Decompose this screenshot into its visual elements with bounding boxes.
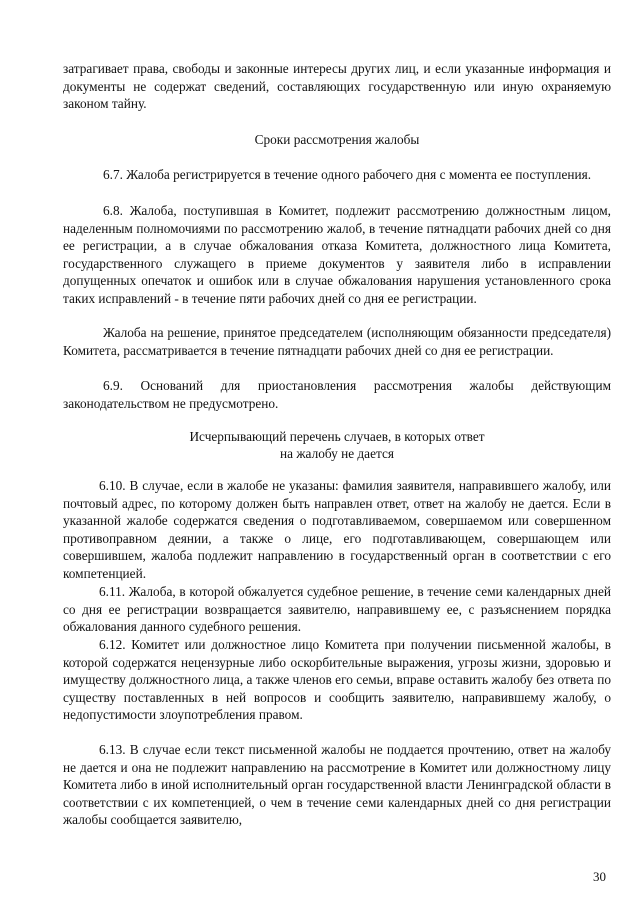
paragraph-intro: затрагивает права, свободы и законные интересы других лиц, и если указанные информация и документы не содержат сведений, составляющих государственную или иную охраняемую законом тайну. [63,61,611,112]
paragraph-6-11: 6.11. Жалоба, в которой обжалуется судебное решение, в течение семи календарных дней со дня ее регистрации возвращается заявителю, направившему ее, с разъяснением порядка обжалования данного судебного решения. [63,584,611,635]
paragraph-6-10: 6.10. В случае, если в жалобе не указаны: фамилия заявителя, направившего жалобу, или почтовый адрес, по которому должен быть направлен ответ, ответ на жалобу не дается. Если в указанной жалобе содержатся сведения о подготавливаемом, совершаемом или совершенном противоправном деянии, а также о лице, его подготавливающем, совершающем или совершившем, жалоба подлежит направлению в государственный орган в соответствии с его компетенцией. [63,478,611,581]
paragraph-6-12: 6.12. Комитет или должностное лицо Комитета при получении письменной жалобы, в которой содержатся нецензурные либо оскорбительные выражения, угрозы жизни, здоровью и имуществу должностного лица, а также членов его семьи, вправе оставить жалобу без ответа по существу поставленных в ней вопросов и сообщить заявителю, направившему жалобу, о недопустимости злоупотребления правом. [63,637,611,723]
heading-exhaustive-list-line1: Исчерпывающий перечень случаев, в которых ответ [189,429,485,444]
paragraph-6-13: 6.13. В случае если текст письменной жалобы не поддается прочтению, ответ на жалобу не дается и она не подлежит направлению на рассмотрение в Комитет или должностному лицу Комитета либо в иной исполнительный орган государственной власти Ленинградской области в соответствии с их компетенцией, о чем в течение семи календарных дней со дня регистрации жалобы сообщается заявителю, [63,742,611,828]
paragraph-6-9: 6.9. Оснований для приостановления рассмотрения жалобы действующим законодательством не предусмотрено. [63,378,611,411]
heading-exhaustive-list-line2: на жалобу не дается [280,446,394,461]
page-number: 30 [593,869,606,884]
paragraph-decision-review: Жалоба на решение, принятое председателем (исполняющим обязанности председателя) Комитета, рассматривается в течение пятнадцати рабочих дней со дня ее регистрации. [63,325,611,358]
paragraph-6-8: 6.8. Жалоба, поступившая в Комитет, подлежит рассмотрению должностным лицом, наделенным полномочиями по рассмотрению жалоб, в течение пятнадцати рабочих дней со дня ее регистрации, а в случае обжалования отказа Комитета, должностного лица Комитета, государственного служащего в приеме документов у заявителя либо в исправлении допущенных опечаток и ошибок или в случае обжалования нарушения установленного срока таких исправлений - в течение пяти рабочих дней со дня ее регистрации. [63,203,611,306]
paragraph-6-7: 6.7. Жалоба регистрируется в течение одного рабочего дня с момента ее поступления. [103,167,592,182]
heading-review-terms: Сроки рассмотрения жалобы [254,132,420,147]
